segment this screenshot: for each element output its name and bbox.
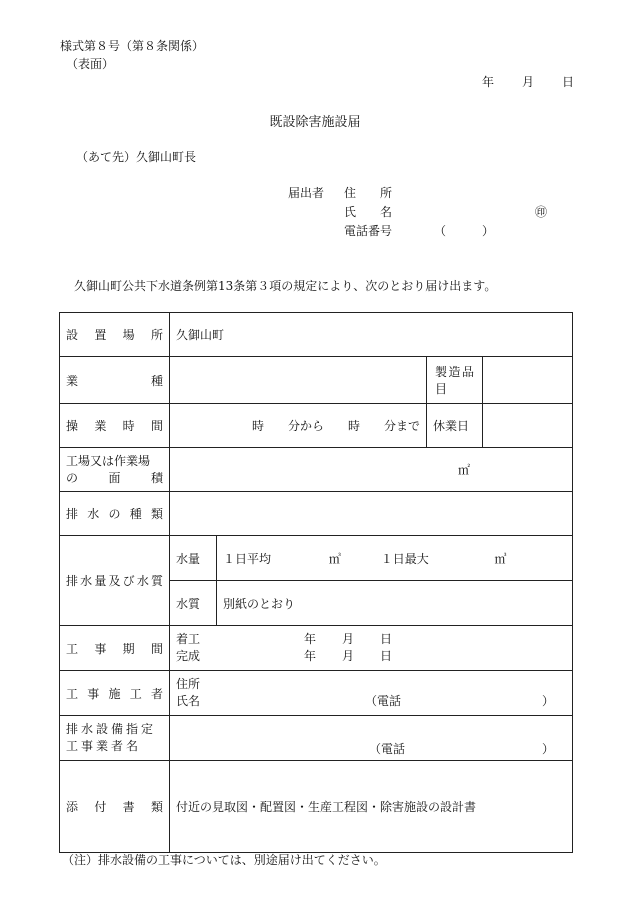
product-value[interactable] <box>483 357 573 404</box>
designated-value[interactable]: （電話 ） <box>170 716 573 761</box>
applicant-block <box>288 184 494 241</box>
date-day: 日 <box>562 75 575 89</box>
face-label: （表面） <box>66 57 115 71</box>
date-year: 年 <box>482 75 495 89</box>
product-label: 製造品目 <box>427 357 483 404</box>
water-qty-value[interactable] <box>217 536 573 581</box>
location-value[interactable]: 久御山町 <box>170 313 573 357</box>
area-label: 工場又は作業場 の 面 積 <box>60 448 170 492</box>
hours-value[interactable]: 時 分から 時 分まで <box>170 404 427 448</box>
industry-label: 業種 <box>60 357 170 404</box>
seal-mark: ㊞ <box>535 205 548 219</box>
drain-type-label: 排水の種類 <box>60 492 170 536</box>
application-form-table <box>59 312 573 853</box>
document-title: 既設除害施設届 <box>269 115 361 130</box>
date-month: 月 <box>522 75 535 89</box>
attach-value[interactable]: 付近の見取図・配置図・生産工程図・除害施設の設計書 <box>170 761 573 853</box>
water-quality-value[interactable]: 別紙のとおり <box>217 581 573 626</box>
period-label: 工事期間 <box>60 626 170 671</box>
date-line <box>482 73 574 90</box>
water-qty-max: １日最大 <box>380 551 429 566</box>
holiday-label: 休業日 <box>427 404 483 448</box>
applicant-phone-paren: （ ） <box>434 224 495 238</box>
form-number: 様式第８号（第８条関係） <box>60 39 205 53</box>
start-label: 着工 <box>176 632 201 646</box>
applicant-label: 届出者 <box>288 186 325 200</box>
water-qty-label: 水量 <box>170 536 217 581</box>
footnote: （注）排水設備の工事については、別途届け出てください。 <box>62 853 386 867</box>
area-value[interactable] <box>170 448 573 492</box>
drain-type-value[interactable] <box>170 492 573 536</box>
water-qty-avg-unit: ㎥ <box>328 551 341 566</box>
holiday-value[interactable] <box>483 404 573 448</box>
designated-tel-label: （電話 <box>369 742 406 756</box>
contractor-name-label: 氏名 <box>176 694 201 708</box>
period-value[interactable]: 着工 年 月 日 完成 年 月 日 <box>170 626 573 671</box>
water-qty-avg: １日平均 <box>223 551 272 566</box>
body-text: 久御山町公共下水道条例第13条第３項の規定により、次のとおり届け出ます。 <box>74 279 497 293</box>
drain-qty-label: 排水量及び水質 <box>60 536 170 626</box>
attach-label: 添付書類 <box>60 761 170 853</box>
applicant-phone-label: 電話番号 <box>344 224 393 238</box>
industry-value[interactable] <box>170 357 427 404</box>
applicant-name-label: 氏 名 <box>344 205 393 219</box>
water-quality-label: 水質 <box>170 581 217 626</box>
designated-label: 排水設備指定 工事業者名 <box>60 716 170 761</box>
location-label: 設置場所 <box>60 313 170 357</box>
end-label: 完成 <box>176 649 201 663</box>
water-qty-max-unit: ㎥ <box>494 551 507 566</box>
area-unit: ㎡ <box>458 463 471 477</box>
hours-label: 操業時間 <box>60 404 170 448</box>
contractor-tel-label: （電話 <box>365 694 402 708</box>
contractor-value[interactable]: 住所 氏名 （電話 ） <box>170 671 573 716</box>
contractor-addr-label: 住所 <box>176 677 201 691</box>
applicant-address-label: 住 所 <box>344 186 393 200</box>
addressee: （あて先）久御山町長 <box>76 150 197 164</box>
contractor-label: 工事施工者 <box>60 671 170 716</box>
